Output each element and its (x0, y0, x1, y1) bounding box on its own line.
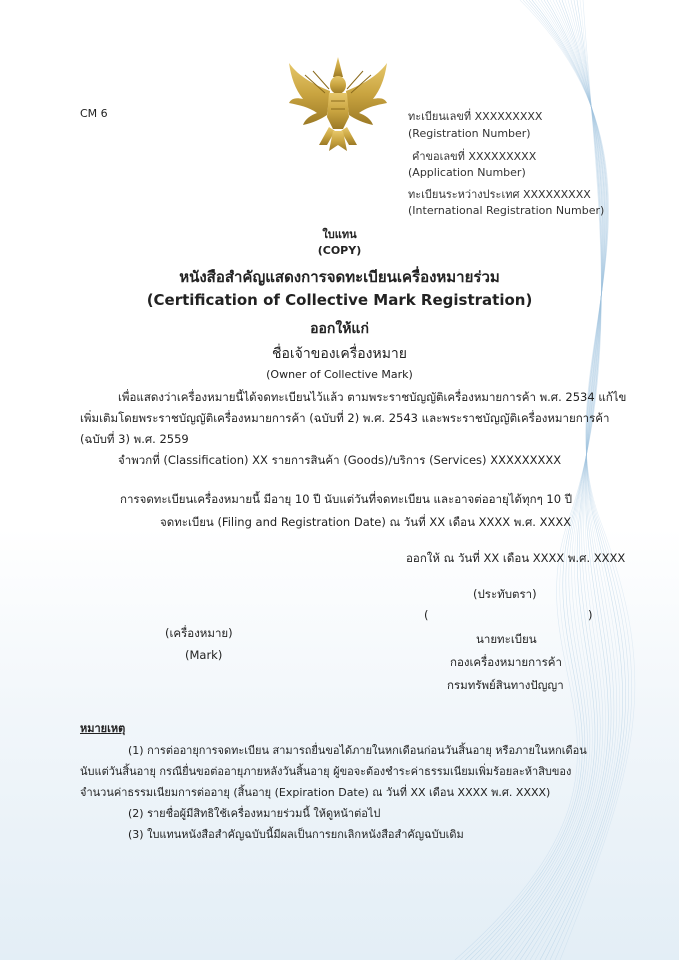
copy-label-en: (COPY) (317, 244, 362, 257)
copy-label-th: ใบแทน (322, 228, 357, 241)
issued-date-line: ออกให้ ณ วันที่ XX เดือน XXXX พ.ศ. XXXX (406, 551, 626, 565)
form-code: CM 6 (80, 107, 108, 120)
certificate-title-en: (Certification of Collective Mark Registration) (146, 291, 533, 309)
filing-date-line: จดทะเบียน (Filing and Registration Date) ณ วันที่ XX เดือน XXXX พ.ศ. XXXX (160, 515, 572, 529)
mark-label-th: (เครื่องหมาย) (165, 626, 233, 640)
garuda-emblem-icon (285, 55, 391, 155)
body-line-3: (ฉบับที่ 3) พ.ศ. 2559 (80, 432, 189, 446)
seal-label: (ประทับตรา) (473, 587, 537, 601)
mark-label-en: (Mark) (185, 648, 223, 662)
international-registration-number: ทะเบียนระหว่างประเทศ XXXXXXXXX (408, 188, 591, 201)
application-number: คำขอเลขที่ XXXXXXXXX (412, 150, 537, 163)
owner-name: ชื่อเจ้าของเครื่องหมาย (271, 346, 407, 362)
signature-paren-close: ) (588, 608, 593, 622)
ministry-name: กรมทรัพย์สินทางปัญญา (447, 678, 564, 692)
registration-number: ทะเบียนเลขที่ XXXXXXXXX (408, 110, 543, 123)
note-1-line-2: นับแต่วันสิ้นอายุ กรณียื่นขอต่ออายุภายหลังวันสิ้นอายุ ผู้ขอจะต้องชำระค่าธรรมเนียมเพิ่มร้อยละห้าสิบของ (80, 765, 572, 778)
note-3: (3) ใบแทนหนังสือสำคัญฉบับนี้มีผลเป็นการยกเลิกหนังสือสำคัญฉบับเดิม (128, 828, 464, 841)
note-2: (2) รายชื่อผู้มีสิทธิใช้เครื่องหมายร่วมนี้ ให้ดูหน้าต่อไป (128, 807, 381, 820)
wave-line (510, 0, 606, 960)
note-1-line-3: จำนวนค่าธรรมเนียมการต่ออายุ (สิ้นอายุ (Expiration Date) ณ วันที่ XX เดือน XXXX พ.ศ. XXXX) (80, 786, 551, 799)
international-registration-label: (International Registration Number) (408, 204, 605, 217)
classification-line: จำพวกที่ (Classification) XX รายการสินค้า (Goods)/บริการ (Services) XXXXXXXXX (118, 453, 562, 467)
registration-number-label: (Registration Number) (408, 127, 531, 140)
department-name: กองเครื่องหมายการค้า (450, 655, 562, 669)
issued-to-label: ออกให้แก่ (310, 321, 369, 337)
wave-line (460, 0, 601, 960)
registrar-title: นายทะเบียน (476, 632, 537, 646)
certificate-title-th: หนังสือสำคัญแสดงการจดทะเบียนเครื่องหมายร่วม (179, 268, 500, 286)
application-number-label: (Application Number) (408, 166, 526, 179)
notes-heading: หมายเหตุ (80, 722, 126, 735)
body-line-1: เพื่อแสดงว่าเครื่องหมายนี้ได้จดทะเบียนไว้แล้ว ตามพระราชบัญญัติเครื่องหมายการค้า พ.ศ. 2534 แก้ไข (118, 390, 627, 404)
body-line-2: เพิ่มเติมโดยพระราชบัญญัติเครื่องหมายการค้า (ฉบับที่ 2) พ.ศ. 2543 และพระราชบัญญัติเครื่องหมายการค้า (80, 411, 610, 425)
validity-line: การจดทะเบียนเครื่องหมายนี้ มีอายุ 10 ปี นับแต่วันที่จดทะเบียน และอาจต่ออายุได้ทุกๆ 10 ปี (120, 492, 572, 506)
note-1-line-1: (1) การต่ออายุการจดทะเบียน สามารถยื่นขอได้ภายในหกเดือนก่อนวันสิ้นอายุ หรือภายในหกเดือน (128, 744, 587, 757)
owner-label-en: (Owner of Collective Mark) (266, 368, 413, 381)
signature-paren-open: ( (424, 608, 429, 622)
